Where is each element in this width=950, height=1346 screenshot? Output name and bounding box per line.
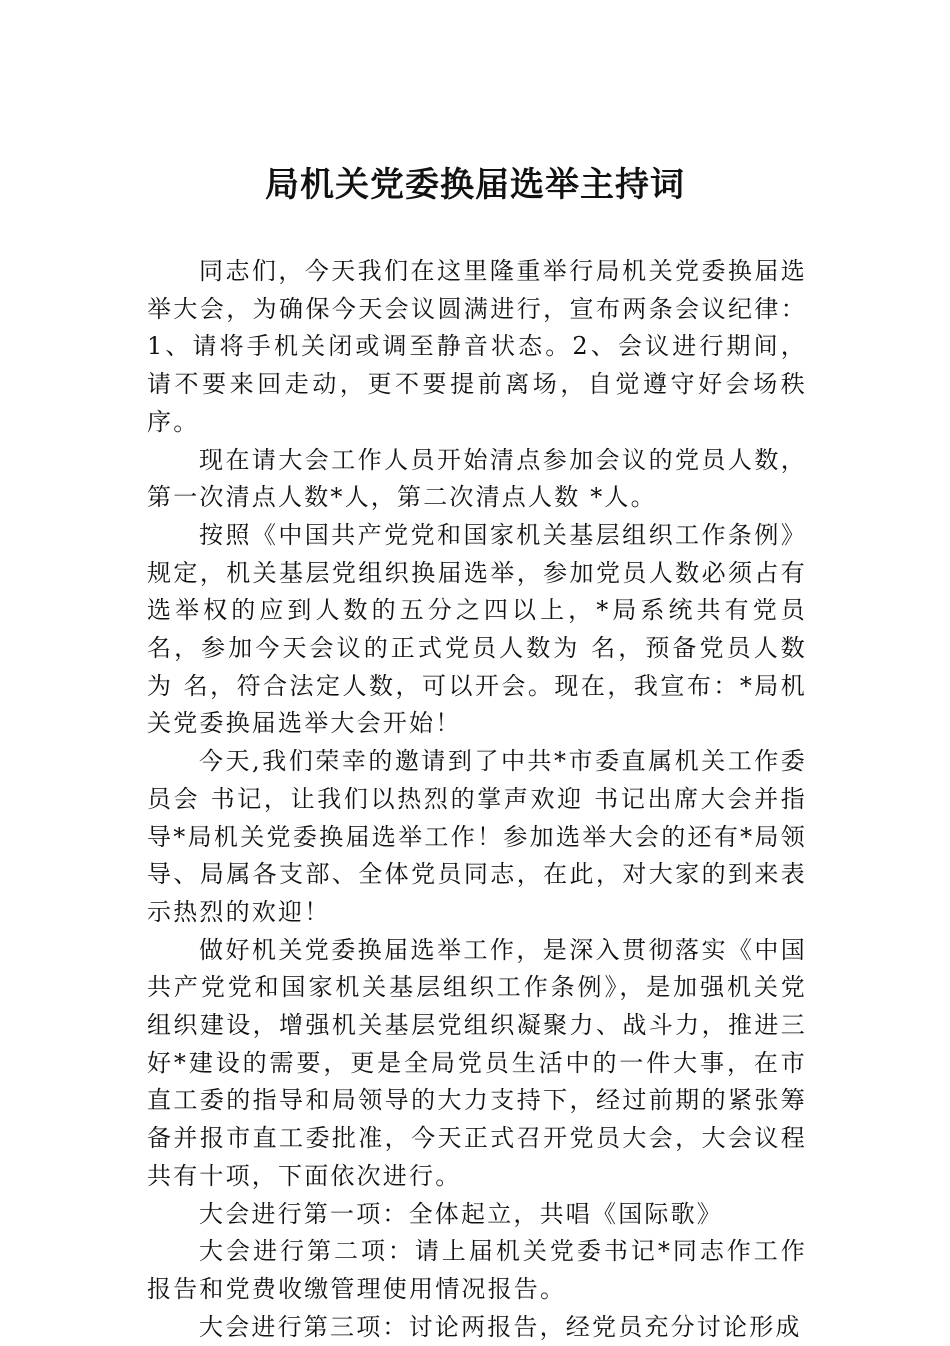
paragraph-welcome-guests: 今天,我们荣幸的邀请到了中共*市委直属机关工作委员会 书记，让我们以热烈的掌声欢迎 书记出席大会并指导*局机关党委换届选举工作！参加选举大会的还有*局领导、局属各支部、全体党员同志，在此，对大家的到来表示热烈的欢迎！ (147, 747, 807, 926)
paragraph-headcount: 现在请大会工作人员开始清点参加会议的党员人数，第一次清点人数*人，第二次清点人数 *人。 (147, 445, 807, 512)
paragraph-quorum-opening: 按照《中国共产党党和国家机关基层组织工作条例》规定，机关基层党组织换届选举，参加党员人数必须占有选举权的应到人数的五分之四以上，*局系统共有党员 名，参加今天会议的正式党员人数为 名，预备党员人数为 名，符合法定人数，可以开会。现在，我宣布：*局机关党委换届选举大会开始！ (147, 520, 807, 738)
paragraph-meeting-rules: 同志们，今天我们在这里隆重举行局机关党委换届选举大会，为确保今天会议圆满进行，宣布两条会议纪律：1、请将手机关闭或调至静音状态。2、会议进行期间，请不要来回走动，更不要提前离场，自觉遵守好会场秩序。 (147, 257, 807, 436)
document-title: 局机关党委换届选举主持词 (265, 165, 685, 205)
document-body (147, 253, 807, 1346)
paragraph-agenda-item-2: 大会进行第二项：请上届机关党委书记*同志作工作报告和党费收缴管理使用情况报告。 (147, 1237, 807, 1303)
paragraph-agenda-item-3: 大会进行第三项：讨论两报告，经党员充分讨论形成 (199, 1312, 802, 1341)
paragraph-significance: 做好机关党委换届选举工作，是深入贯彻落实《中国共产党党和国家机关基层组织工作条例》，是加强机关党组织建设，增强机关基层党组织凝聚力、战斗力，推进三好*建设的需要，更是全局党员生活中的一件大事，在市直工委的指导和局领导的大力支持下，经过前期的紧张筹备并报市直工委批准，今天正式召开党员大会，大会议程共有十项，下面依次进行。 (147, 935, 807, 1190)
paragraph-agenda-item-1: 大会进行第一项：全体起立，共唱《国际歌》 (199, 1199, 723, 1228)
